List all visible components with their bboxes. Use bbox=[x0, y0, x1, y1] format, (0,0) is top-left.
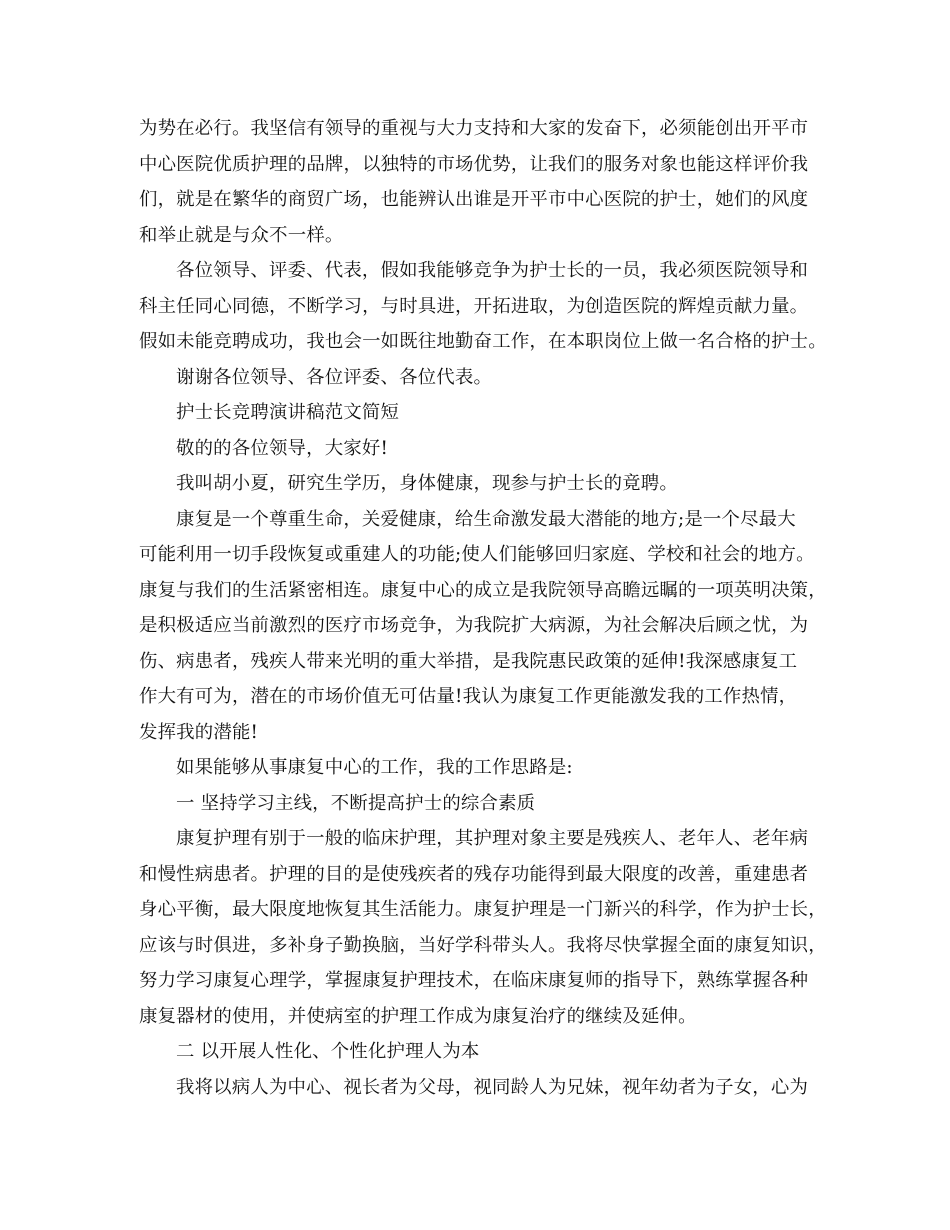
text-line: 是积极适应当前激烈的医疗市场竞争，为我院扩大病源，为社会解决后顾之忧，为 bbox=[139, 615, 809, 636]
text-line: 谢谢各位领导、各位评委、各位代表。 bbox=[176, 366, 493, 388]
document-body bbox=[139, 111, 829, 1105]
text-line: 我将以病人为中心、视长者为父母，视同龄人为兄妹，视年幼者为子女，心为 bbox=[176, 1076, 809, 1098]
text-line: 可能利用一切手段恢复或重建人的功能;使人们能够回归家庭、学校和社会的地方。 bbox=[139, 544, 815, 565]
text-line: 假如未能竞聘成功，我也会一如既往地勤奋工作，在本职岗位上做一名合格的护士。 bbox=[139, 331, 827, 352]
text-line: 康复是一个尊重生命，关爱健康，给生命激发最大潜能的地方;是一个尽最大 bbox=[176, 508, 796, 530]
text-line: 和慢性病患者。护理的目的是使残疾者的残存功能得到最大限度的改善，重建患者 bbox=[139, 863, 809, 885]
text-line: 各位领导、评委、代表，假如我能够竞争为护士长的一员，我必须医院领导和 bbox=[176, 260, 809, 281]
text-line: 发挥我的潜能! bbox=[139, 721, 259, 743]
text-line: 如果能够从事康复中心的工作，我的工作思路是: bbox=[176, 757, 573, 778]
text-line: 中心医院优质护理的品牌，以独特的市场优势，让我们的服务对象也能这样评价我 bbox=[139, 153, 809, 175]
text-line: 康复护理有别于一般的临床护理，其护理对象主要是残疾人、老年人、老年病 bbox=[176, 828, 809, 849]
text-line: 科主任同心同德，不断学习，与时具进，开拓进取，为创造医院的辉煌贡献力量。 bbox=[139, 295, 809, 317]
text-line: 们，就是在繁华的商贸广场，也能辨认出谁是开平市中心医院的护士，她们的风度 bbox=[139, 189, 809, 210]
text-line: 一 坚持学习主线，不断提高护士的综合素质 bbox=[176, 792, 536, 814]
text-line: 努力学习康复心理学，掌握康复护理技术，在临床康复师的指导下，熟练掌握各种 bbox=[139, 970, 809, 991]
text-line: 应该与时俱进，多补身子勤换脑，当好学科带头人。我将尽快掌握全面的康复知识， bbox=[139, 934, 827, 956]
text-line: 为势在必行。我坚信有领导的重视与大力支持和大家的发奋下，必须能创出开平市 bbox=[139, 118, 809, 139]
text-line: 身心平衡，最大限度地恢复其生活能力。康复护理是一门新兴的科学，作为护士长， bbox=[139, 899, 827, 920]
text-line: 康复与我们的生活紧密相连。康复中心的成立是我院领导高瞻远瞩的一项英明决策， bbox=[139, 579, 827, 601]
text-line: 作大有可为，潜在的市场价值无可估量!我认为康复工作更能激发我的工作热情， bbox=[139, 686, 798, 707]
text-line: 我叫胡小夏，研究生学历，身体健康，现参与护士长的竟聘。 bbox=[176, 473, 678, 494]
text-line: 康复器材的使用，并使病室的护理工作成为康复治疗的继续及延伸。 bbox=[139, 1005, 697, 1027]
text-line: 敬的的各位领导，大家好! bbox=[176, 437, 389, 459]
text-line: 护士长竞聘演讲稿范文简短 bbox=[176, 402, 400, 423]
text-line: 和举止就是与众不一样。 bbox=[139, 224, 344, 246]
text-line: 二 以开展人性化、个性化护理人为本 bbox=[176, 1041, 480, 1062]
text-line: 伤、病患者，残疾人带来光明的重大举措，是我院惠民政策的延伸!我深感康复工 bbox=[139, 650, 798, 672]
